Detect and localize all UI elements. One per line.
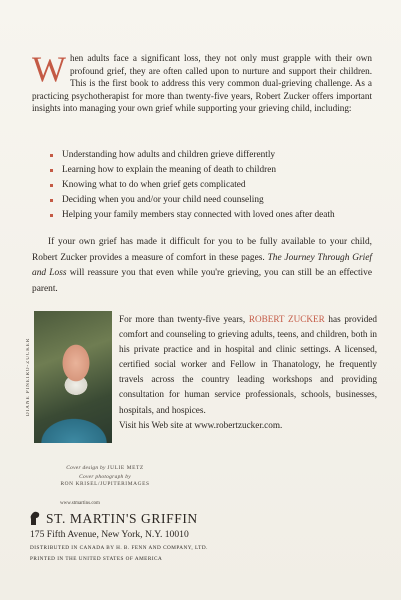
publisher-name: ST. MARTIN'S GRIFFIN [46, 511, 198, 526]
author-photo [34, 311, 112, 443]
summary-paragraph [32, 235, 372, 297]
designer-name: JULIE METZ [107, 465, 144, 471]
cover-photo-credit-label [0, 474, 210, 480]
bio-text-start: For more than twenty-five years, [119, 314, 249, 324]
list-item: Understanding how adults and children grieve differently [48, 148, 378, 163]
photographer-name: RON KRISEL/JUPITERIMAGES [60, 481, 150, 487]
publisher-logo-icon [28, 510, 42, 526]
benefits-list [48, 148, 378, 223]
summary-text-start: If your own grief has made it difficult for you to be fully available to your child, Robert Zucker provides a measure of comfort in these pages. [32, 237, 372, 263]
publisher-website: www.stmartins.com [60, 501, 100, 506]
cover-photo-credit-name [0, 481, 210, 487]
drop-cap: W [32, 49, 66, 89]
book-title: The Journey Through Grief and Loss [32, 252, 372, 279]
intro-text: hen adults face a significant loss, they not only must grapple with their own profound grief, they are often called upon to nurture and support their children. This is the first book to address this very common dual-grieving challenge. As a practicing psychotherapist for more than twenty-five years, Robert Zucker offers important insights into managing your own grief while supporting your grieving child, including: [32, 53, 372, 114]
author-bio [119, 312, 377, 433]
bio-text-end: has provided comfort and counseling to grieving adults, teens, and children, both in his private practice and in hospital and clinic settings. A licensed, certified social worker and Fellow in Thanatology, he frequently travels across the country leading workshops and providing consultation for human service professionals, schools, businesses, hospitals, and hospices. [119, 314, 377, 415]
author-photo-block [26, 311, 112, 443]
photo-label: Cover photograph by [79, 474, 131, 480]
cover-design-credit [0, 465, 210, 471]
photo-credit: DIANE PINEIRO-ZUCKER [26, 337, 31, 417]
printed-note: PRINTED IN THE UNITED STATES OF AMERICA [30, 556, 163, 562]
distribution-note: DISTRIBUTED IN CANADA BY H. B. FENN AND COMPANY, LTD. [30, 545, 208, 551]
list-item: Knowing what to do when grief gets complicated [48, 178, 378, 193]
summary-text-end: will reassure you that even while you're grieving, you can still be an effective parent. [32, 268, 373, 294]
list-item: Helping your family members stay connected with loved ones after death [48, 208, 378, 223]
author-website: Visit his Web site at www.robertzucker.com. [119, 419, 283, 430]
intro-paragraph [32, 49, 372, 115]
design-label: Cover design by [66, 465, 106, 471]
publisher-address: 175 Fifth Avenue, New York, N.Y. 10010 [30, 529, 189, 540]
author-name: ROBERT ZUCKER [248, 314, 325, 324]
list-item: Learning how to explain the meaning of death to children [48, 163, 378, 178]
list-item: Deciding when you and/or your child need counseling [48, 193, 378, 208]
